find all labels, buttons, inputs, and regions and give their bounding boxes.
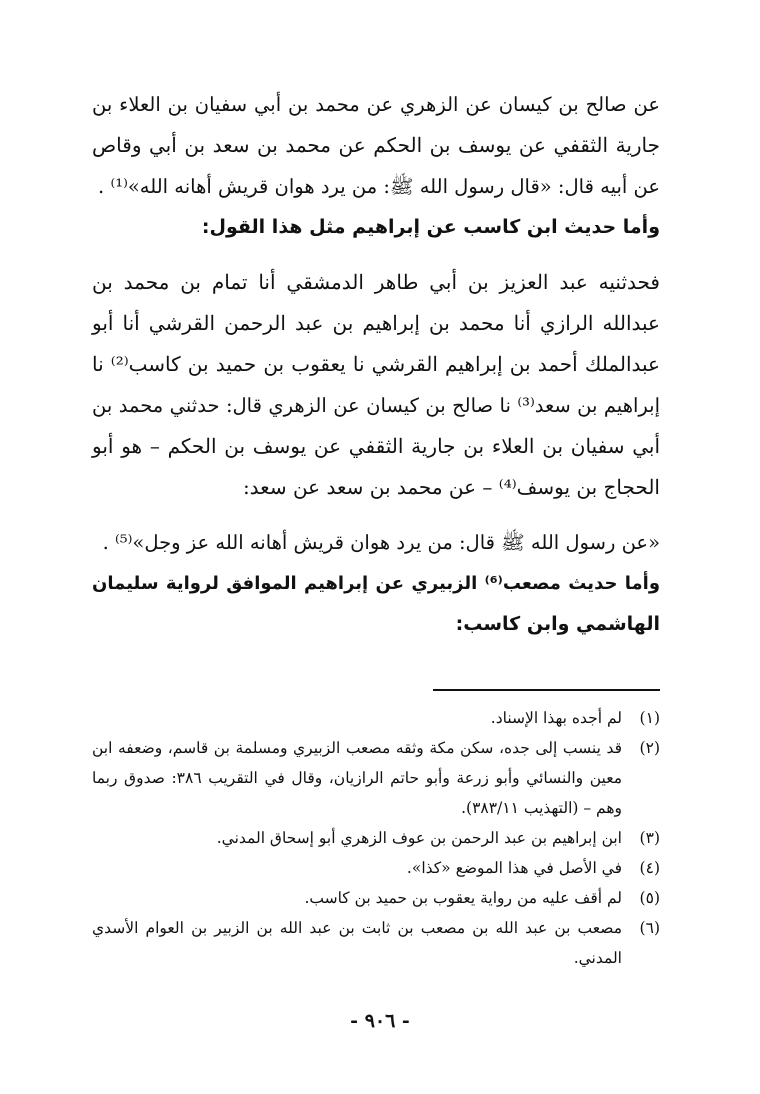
footnote-number: (٤): [639, 859, 660, 877]
footnote: [92, 883, 660, 913]
section-heading: الهاشمي وابن كاسب:: [455, 613, 660, 635]
text-line: عبدالله الرازي أنا محمد بن إبراهيم بن عبد الرحمن القرشي أنا أبو: [92, 311, 660, 335]
footnote: [92, 733, 660, 823]
text-line: عبدالملك أحمد بن إبراهيم القرشي نا يعقوب بن حميد بن كاسب⁽²⁾ نا: [92, 352, 660, 376]
text-line: إبراهيم بن سعد⁽³⁾ نا صالح بن كيسان عن الزهري قال: حدثني محمد بن: [92, 394, 660, 417]
footnote-text: ابن إبراهيم بن عبد الرحمن بن عوف الزهري أبو إسحاق المدني.: [216, 829, 622, 847]
footnote-text: لم أجده بهذا الإسناد.: [490, 709, 622, 727]
footnote: [92, 913, 660, 973]
footnote-text: لم أقف عليه من رواية يعقوب بن حميد بن كاسب.: [304, 889, 622, 907]
text-line: فحدثنيه عبد العزيز بن أبي طاهر الدمشقي أنا تمام بن محمد بن: [92, 270, 660, 294]
section-heading: وأما حديث ابن كاسب عن إبراهيم مثل هذا القول:: [201, 216, 660, 238]
text-line: الحجاج بن يوسف⁽⁴⁾ – عن محمد بن سعد عن سعد:: [242, 475, 660, 499]
page-number: - ٩٠٦ -: [350, 1010, 410, 1032]
text-line: عن أبيه قال: «قال رسول الله ﷺ: من يرد هوان قريش أهانه الله»⁽¹⁾ .: [98, 175, 660, 198]
text-line: عن صالح بن كيسان عن الزهري عن محمد بن أبي سفيان بن العلاء بن: [92, 93, 660, 116]
footnote: [92, 703, 660, 733]
footnote-number: (١): [639, 709, 660, 727]
footnote-text: مصعب بن عبد الله بن مصعب بن ثابت بن عبد الله بن الزبير بن العوام الأسدي: [92, 919, 622, 937]
footnote-separator: [433, 689, 660, 691]
footnote: [92, 853, 660, 883]
footnote-text: معين والنسائي وأبو زرعة وأبو حاتم الرازيان، وقال في التقريب ٣٨٦: صدوق ربما: [92, 769, 622, 787]
footnote-number: (٦): [639, 919, 660, 937]
quote-line: «عن رسول الله ﷺ قال: من يرد هوان قريش أهانه الله عز وجل»⁽⁵⁾ .: [102, 531, 660, 554]
section-heading: وأما حديث مصعب⁽⁶⁾ الزبيري عن إبراهيم الموافق لرواية سليمان: [92, 573, 661, 594]
footnote-text: في الأصل في هذا الموضع «كذا».: [406, 859, 622, 877]
footnote: [92, 823, 660, 853]
footnote-text: قد ينسب إلى جده، سكن مكة وثقه مصعب الزبيري ومسلمة بن قاسم، وضعفه ابن: [92, 739, 622, 757]
footnote-number: (٢): [639, 739, 660, 757]
text-line: جارية الثقفي عن يوسف بن الحكم عن محمد بن سعد بن أبي وقاص: [92, 133, 660, 157]
footnotes: [92, 703, 660, 973]
main-text: [92, 84, 660, 645]
footnote-text: المدني.: [573, 949, 622, 967]
footnote-text: وهم – (التهذيب ٣٨٣/١١).: [461, 799, 622, 817]
footnote-number: (٣): [639, 829, 660, 847]
text-line: أبي سفيان بن العلاء بن جارية الثقفي عن يوسف بن الحكم – هو أبو: [92, 434, 660, 458]
footnote-number: (٥): [639, 889, 660, 907]
